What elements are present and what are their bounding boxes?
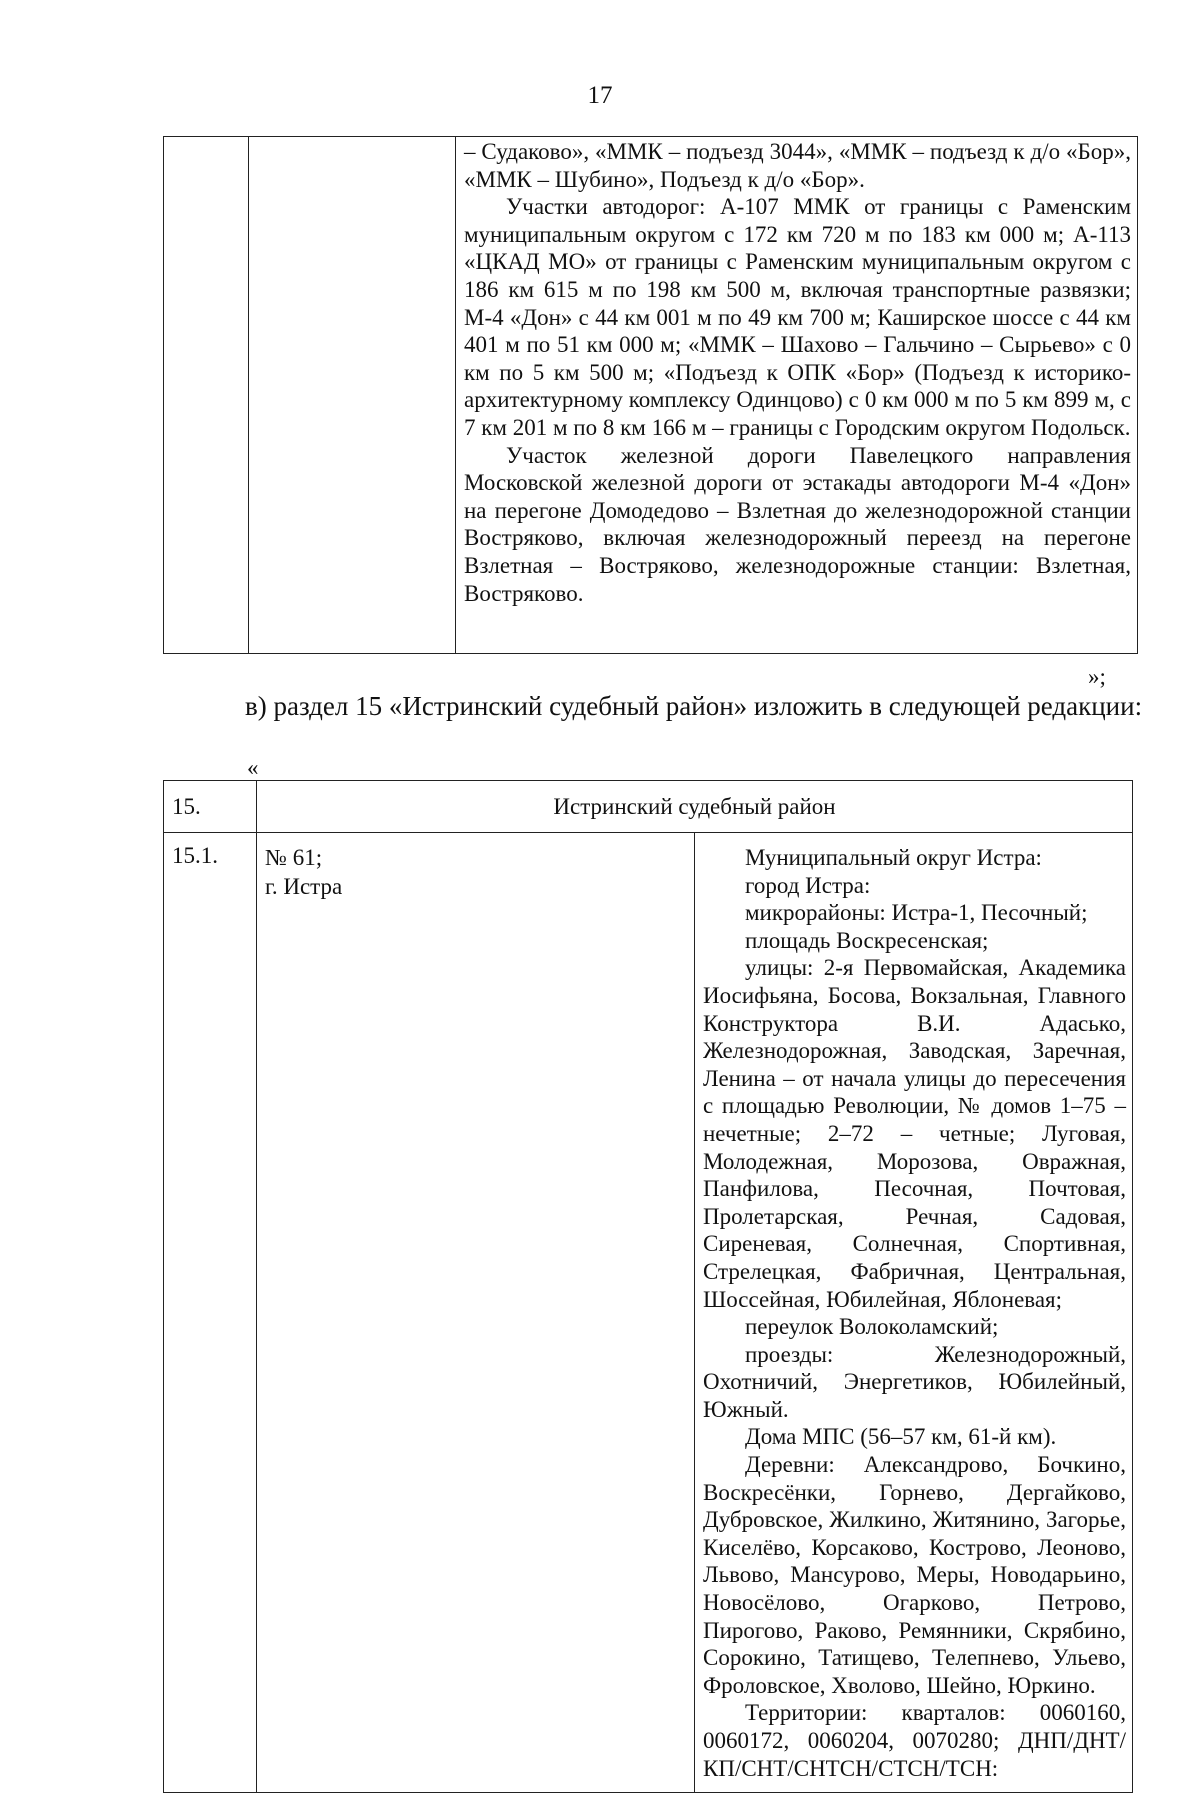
territory-cell (456, 137, 1138, 654)
closing-quote: »; (1088, 664, 1106, 689)
territory-paragraph: Дома МПС (56–57 км, 61-й км). (745, 1424, 1057, 1450)
court-cell (249, 137, 456, 654)
territory-paragraph: проезды: Железнодорожный, Охотничий, Энергетиков, Юбилейный, Южный. (703, 1341, 1126, 1422)
amendment-instruction: в) раздел 15 «Истринский судебный район» изложить в следующей редакции: (245, 691, 1143, 721)
territory-paragraph: Деревни: Александрово, Бочкино, Воскресёнки, Горнево, Дергайково, Дубровское, Жилкино, Житянино, Загорье, Киселёво, Корсаково, Кострово, Леоново, Львово, Мансурово, Меры, Новодарьино, Новосёлово, Огарково, Петрово, Пирогово, Раково, Ремянники, Скрябино, Сорокино, Татищево, Телепнево, Ульево, Фроловское, Хволово, Шейно, Юркино. (703, 1452, 1126, 1698)
court-number: № 61; (265, 845, 323, 870)
table-row (164, 833, 1133, 1793)
territory-paragraph: переулок Волоколамский; (745, 1314, 999, 1340)
table-header-row (164, 781, 1133, 833)
territory-paragraph: Муниципальный округ Истра: (745, 845, 1042, 870)
territory-paragraph: город Истра: (745, 872, 871, 898)
continuation-table (163, 136, 1138, 654)
table-row (164, 137, 1138, 654)
court-city: г. Истра (265, 874, 343, 899)
district-table (163, 780, 1133, 1793)
opening-quote: « (247, 755, 259, 780)
territory-paragraph: – Судаково», «ММК – подъезд 3044», «ММК – подъезд к д/о «Бор», «ММК – Шубино», Подъезд к д/о «Бор». (464, 139, 1131, 192)
section-title: Истринский судебный район (257, 781, 1133, 833)
territory-paragraph: площадь Воскресенская; (745, 927, 989, 953)
territory-paragraph: микрорайоны: Истра-1, Песочный; (745, 900, 1088, 926)
territory-paragraph: Территории: кварталов: 0060160, 0060172, 0060204, 0070280; ДНП/ДНТ/КП/СНТ/СНТСН/СТСН/ТСН: (703, 1700, 1126, 1781)
number-cell (164, 137, 249, 654)
page-number: 17 (587, 82, 613, 109)
row-number: 15.1. (164, 833, 257, 1793)
territory-cell (695, 833, 1133, 1793)
territory-paragraph: Участок железной дороги Павелецкого направления Московской железной дороги от эстакады автодороги М-4 «Дон» на перегоне Домодедово – Взлетная до железнодорожной станции Востряково, включая железнодорожный переезд на перегоне Взлетная – Востряково, железнодорожные станции: Взлетная, Востряково. (464, 442, 1131, 606)
territory-paragraph: Участки автодорог: А-107 ММК от границы с Раменским муниципальным округом с 172 км 720 м по 183 км 000 м; А-113 «ЦКАД МО» от границы с Раменским муниципальным округом с 186 км 615 м по 198 км 500 м, включая транспортные развязки; М-4 «Дон» с 44 км 001 м по 49 км 700 м; Каширское шоссе с 44 км 401 м по 51 км 000 м; «ММК – Шахово – Гальчино – Сырьево» с 0 км по 5 км 500 м; «Подъезд к ОПК «Бор» (Подъезд к историко-архитектурному комплексу Одинцово) с 0 км 000 м по 5 км 899 м, с 7 км 201 м по 8 км 166 м – границы с Городским округом Подольск. (464, 194, 1131, 440)
section-number: 15. (164, 781, 257, 833)
territory-paragraph: улицы: 2-я Первомайская, Академика Иосифьяна, Босова, Вокзальная, Главного Конструктора В.И. Адасько, Железнодорожная, Заводская, Заречная, Ленина – от начала улицы до пересечения с площадью Революции, № домов 1–75 – нечетные; 2–72 – четные; Луговая, Молодежная, Морозова, Овражная, Панфилова, Песочная, Почтовая, Пролетарская, Речная, Садовая, Сиреневая, Солнечная, Спортивная, Стрелецкая, Фабричная, Центральная, Шоссейная, Юбилейная, Яблоневая; (703, 955, 1126, 1312)
court-cell (257, 833, 695, 1793)
